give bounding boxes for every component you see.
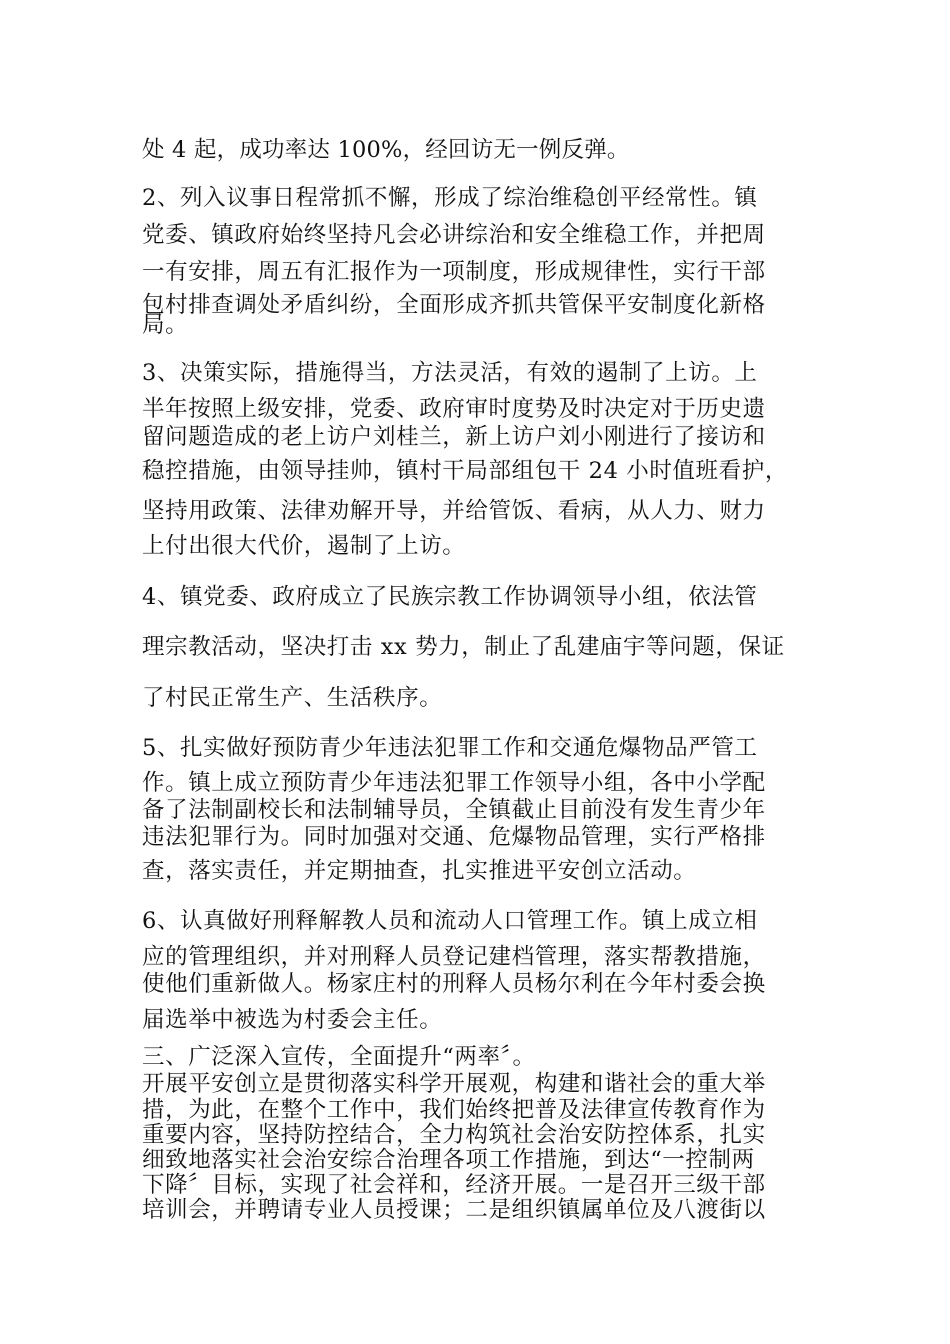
text-line: 上付出很大代价，遏制了上访。 bbox=[142, 533, 466, 559]
text-line: 留问题造成的老上访户刘桂兰，新上访户刘小刚进行了接访和 bbox=[142, 424, 766, 450]
text-line: 查，落实责任，并定期抽查，扎实推进平安创立活动。 bbox=[142, 858, 697, 884]
text-line: 2、列入议事日程常抓不懈，形成了综治维稳创平经常性。镇 bbox=[142, 185, 758, 211]
text-line: 了村民正常生产、生活秩序。 bbox=[142, 685, 443, 711]
text-line: 措，为此，在整个工作中，我们始终把普及法律宣传教育作为 bbox=[142, 1097, 766, 1123]
text-line: 半年按照上级安排，党委、政府审时度势及时决定对于历史遗 bbox=[142, 396, 766, 422]
text-line: 局。 bbox=[142, 312, 189, 338]
text-line: 备了法制副校长和法制辅导员，全镇截止目前没有发生青少年 bbox=[142, 797, 766, 823]
text-line: 细致地落实社会治安综合治理各项工作措施，到达“一控制两 bbox=[142, 1147, 755, 1173]
text-line: 重要内容，坚持防控结合，全力构筑社会治安防控体系，扎实 bbox=[142, 1122, 766, 1148]
text-line: 开展平安创立是贯彻落实科学开展观，构建和谐社会的重大举 bbox=[142, 1071, 766, 1097]
text-line: 5、扎实做好预防青少年违法犯罪工作和交通危爆物品严管工 bbox=[142, 735, 758, 761]
text-line: 理宗教活动，坚决打击 xx 势力，制止了乱建庙宇等问题，保证 bbox=[142, 634, 785, 660]
text-line: 下降〞目标，实现了社会祥和，经济开展。一是召开三级干部 bbox=[142, 1172, 766, 1198]
text-line: 6、认真做好刑释解教人员和流动人口管理工作。镇上成立相 bbox=[142, 908, 758, 934]
text-line: 应的管理组织，并对刑释人员登记建档管理，落实帮教措施， bbox=[142, 944, 766, 970]
text-line: 包村排查调处矛盾纠纷，全面形成齐抓共管保平安制度化新格 bbox=[142, 292, 766, 318]
text-line: 4、镇党委、政府成立了民族宗教工作协调领导小组，依法管 bbox=[142, 584, 758, 610]
text-line: 届选举中被选为村委会主任。 bbox=[142, 1007, 443, 1033]
text-line: 使他们重新做人。杨家庄村的刑释人员杨尔利在今年村委会换 bbox=[142, 971, 766, 997]
text-line: 一有安排，周五有汇报作为一项制度，形成规律性，实行干部 bbox=[142, 259, 766, 285]
text-line: 违法犯罪行为。同时加强对交通、危爆物品管理，实行严格排 bbox=[142, 824, 766, 850]
text-line: 党委、镇政府始终坚持凡会必讲综治和安全维稳工作，并把周 bbox=[142, 222, 766, 248]
text-line: 作。镇上成立预防青少年违法犯罪工作领导小组，各中小学配 bbox=[142, 770, 766, 796]
text-line: 坚持用政策、法律劝解开导，并给管饭、看病，从人力、财力 bbox=[142, 498, 766, 524]
text-line: 稳控措施，由领导挂帅，镇村干局部组包干 24 小时值班看护， bbox=[142, 458, 788, 484]
text-line: 处 4 起，成功率达 100%，经回访无一例反弹。 bbox=[142, 137, 630, 163]
text-line: 培训会，并聘请专业人员授课；二是组织镇属单位及八渡街以 bbox=[142, 1197, 766, 1223]
text-line: 3、决策实际，措施得当，方法灵活，有效的遏制了上访。上 bbox=[142, 360, 758, 386]
section-heading: 三、广泛深入宣传，全面提升“两率〞。 bbox=[142, 1044, 536, 1070]
